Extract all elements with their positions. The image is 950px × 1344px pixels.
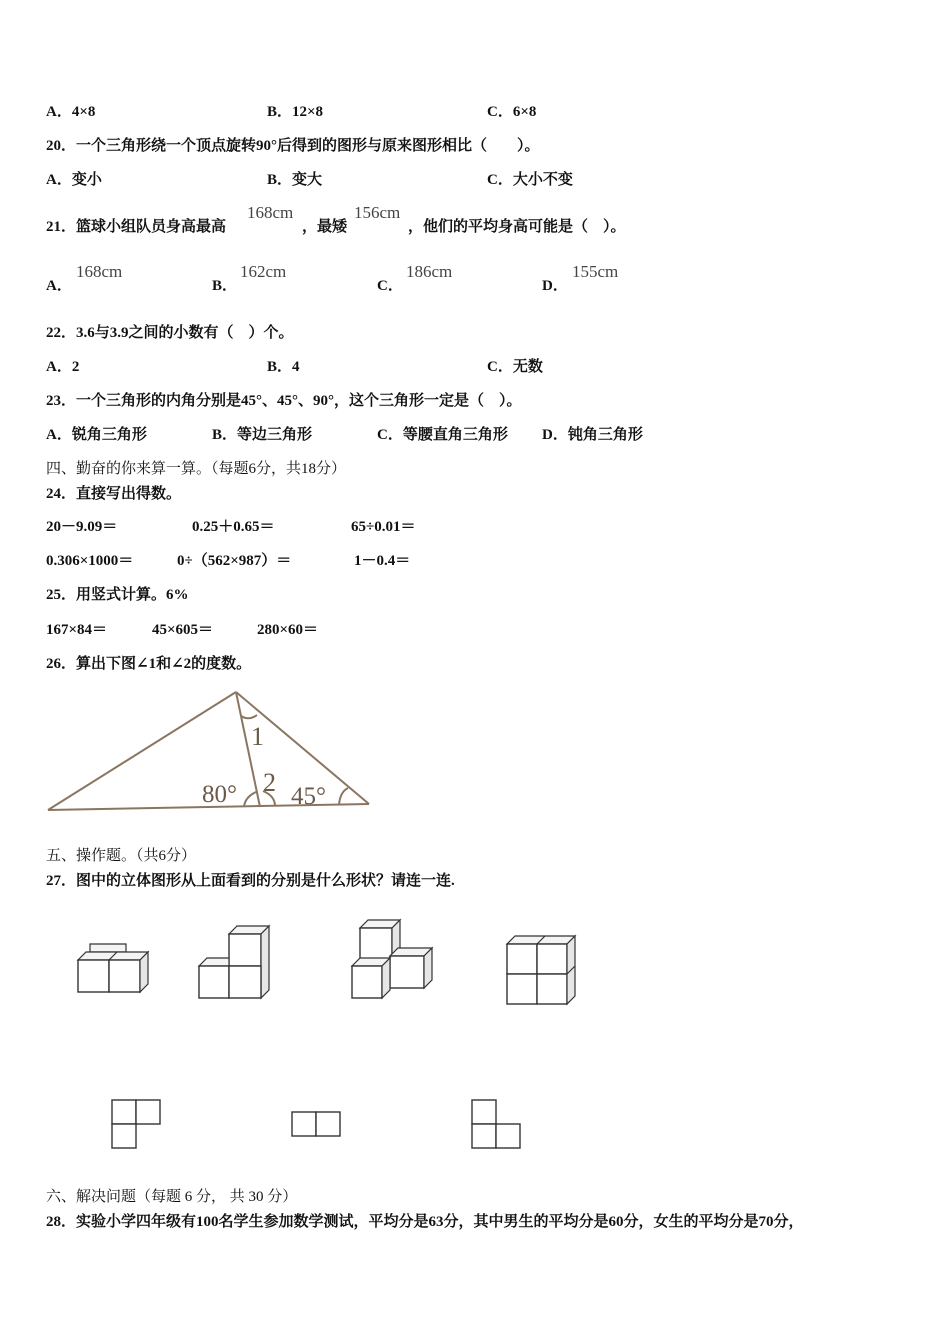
q25-expr-3: 280×60＝: [257, 622, 319, 638]
q21-option-b-value: 162cm: [240, 262, 287, 281]
q26-triangle-figure: [44, 688, 384, 818]
angle-arc-1: [241, 715, 257, 718]
q23-option-b: B．等边三角形: [212, 427, 313, 443]
q23-option-a: A．锐角三角形: [46, 427, 147, 443]
q20-stem: 20．一个三角形绕一个顶点旋转90°后得到的图形与原来图形相比（ ）。: [46, 138, 540, 154]
q21-option-a-letter: A．: [46, 278, 72, 294]
q21-stem-a: 21．篮球小组队员身高最高: [46, 219, 227, 235]
q21-formula-min: 156cm: [354, 203, 401, 222]
solid-figure-1: [76, 940, 156, 1000]
q21-stem-c: ，他们的平均身高可能是（ ）。: [408, 219, 626, 235]
angle-label-80: 80°: [202, 781, 237, 808]
q22-option-b: B．4: [267, 359, 300, 375]
q21-option-c-letter: C．: [377, 278, 403, 294]
q20-option-c: C．大小不变: [487, 172, 573, 188]
q24-expr-5: 0÷（562×987）＝: [177, 553, 292, 569]
q24-expr-3: 65÷0.01＝: [351, 519, 416, 535]
q24-expr-2: 0.25＋0.65＝: [192, 519, 275, 535]
solid-figure-4: [503, 930, 583, 1010]
q21-option-d-value: 155cm: [572, 262, 619, 281]
q24-expr-6: 1－0.4＝: [354, 553, 411, 569]
solid-figure-2: [197, 924, 277, 1004]
top-view-1: [110, 1098, 170, 1158]
q26-stem: 26．算出下图∠1和∠2的度数。: [46, 656, 252, 672]
q22-stem: 22．3.6与3.9之间的小数有（ ）个。: [46, 325, 294, 341]
solid-figure-3: [348, 918, 438, 1003]
section-5-heading: 五、操作题。（共6分）: [46, 848, 197, 864]
q28-stem: 28．实验小学四年级有100名学生参加数学测试，平均分是63分，其中男生的平均分是60分，女生的平均分是70分，: [46, 1214, 804, 1230]
q25-stem: 25．用竖式计算。6%: [46, 587, 189, 603]
q22-option-a: A．2: [46, 359, 80, 375]
q21-option-d-letter: D．: [542, 278, 568, 294]
q21-option-a-value: 168cm: [76, 262, 123, 281]
q24-stem: 24．直接写出得数。: [46, 486, 182, 502]
section-6-heading: 六、解决问题（每题 6 分， 共 30 分）: [46, 1189, 298, 1205]
q20-option-a: A．变小: [46, 172, 102, 188]
q24-expr-1: 20－9.09＝: [46, 519, 118, 535]
q19-option-c: C．6×8: [487, 104, 537, 120]
angle-label-2: 2: [263, 768, 276, 797]
top-view-3: [470, 1098, 530, 1158]
angle-arc-80: [244, 792, 256, 807]
angle-arc-45: [339, 788, 348, 805]
angle-label-1: 1: [251, 722, 264, 751]
q25-expr-2: 45×605＝: [152, 622, 214, 638]
q21-option-b-letter: B．: [212, 278, 238, 294]
q24-expr-4: 0.306×1000＝: [46, 553, 134, 569]
q19-option-a: A．4×8: [46, 104, 96, 120]
q21-formula-max: 168cm: [247, 203, 294, 222]
q19-option-b: B．12×8: [267, 104, 324, 120]
q23-stem: 23．一个三角形的内角分别是45°、45°、90°，这个三角形一定是（ ）。: [46, 393, 522, 409]
angle-label-45: 45°: [291, 783, 326, 810]
q22-option-c: C．无数: [487, 359, 543, 375]
section-4-heading: 四、勤奋的你来算一算。（每题6分，共18分）: [46, 461, 347, 477]
top-view-2: [290, 1110, 350, 1140]
q20-option-b: B．变大: [267, 172, 323, 188]
q21-stem-b: ，最矮: [302, 219, 348, 235]
q23-option-c: C．等腰直角三角形: [377, 427, 508, 443]
q21-option-c-value: 186cm: [406, 262, 453, 281]
q23-option-d: D．钝角三角形: [542, 427, 643, 443]
q25-expr-1: 167×84＝: [46, 622, 108, 638]
q27-stem: 27．图中的立体图形从上面看到的分别是什么形状？请连一连.: [46, 873, 455, 889]
